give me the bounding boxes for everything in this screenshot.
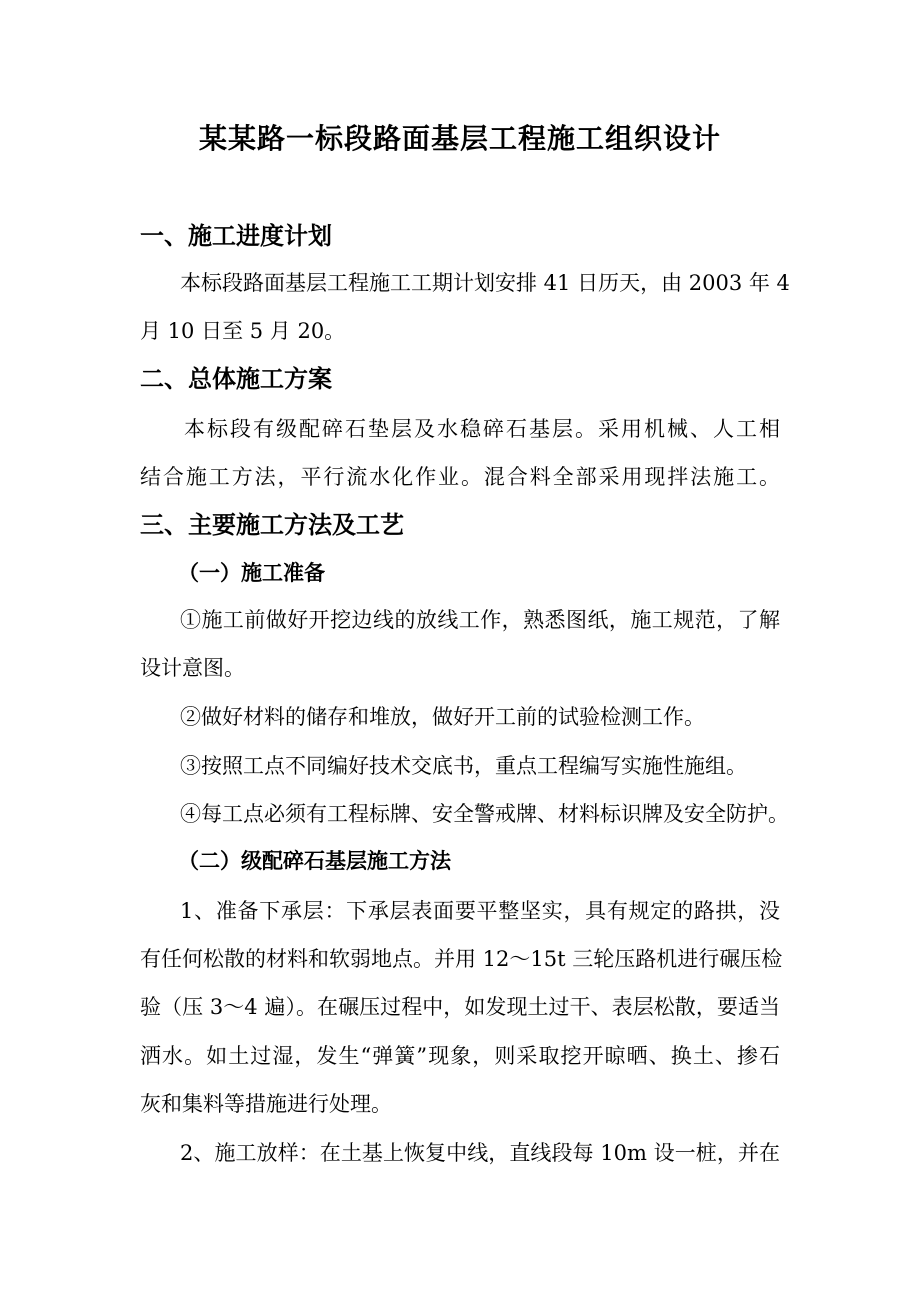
paragraph-line: ④每工点必须有工程标牌、安全警戒牌、材料标识牌及安全防护。	[180, 802, 789, 826]
section-heading-methods: 三、主要施工方法及工艺	[140, 510, 404, 539]
paragraph-line: 洒水。如土过湿，发生“弹簧”现象，则采取挖开晾晒、换土、掺石	[140, 1044, 780, 1068]
document-title: 某某路一标段路面基层工程施工组织设计	[198, 122, 721, 155]
paragraph-line: 灰和集料等措施进行处理。	[140, 1092, 392, 1116]
paragraph-line: 1、准备下承层：下承层表面要平整坚实，具有规定的路拱，没	[180, 899, 780, 923]
section-heading-overall-plan: 二、总体施工方案	[140, 364, 332, 393]
paragraph-line: ③按照工点不同编好技术交底书，重点工程编写实施性施组。	[180, 754, 747, 778]
paragraph-line: 本标段有级配碎石垫层及水稳碎石基层。采用机械、人工相	[184, 417, 780, 441]
section-heading-schedule: 一、施工进度计划	[140, 221, 332, 250]
paragraph-line: ②做好材料的储存和堆放，做好开工前的试验检测工作。	[180, 705, 705, 729]
paragraph-line: 设计意图。	[140, 656, 245, 680]
paragraph-line: 本标段路面基层工程施工工期计划安排 41 日历天，由 2003 年 4	[180, 271, 790, 295]
subsection-heading-gravel-base: （二）级配碎石基层施工方法	[178, 848, 451, 873]
paragraph-line: 月 10 日至 5 月 20。	[140, 319, 346, 343]
subsection-heading-preparation: （一）施工准备	[178, 560, 325, 585]
paragraph-line: 结合施工方法，平行流水化作业。混合料全部采用现拌法施工。	[140, 465, 780, 489]
paragraph-line: 有任何松散的材料和软弱地点。并用 12～15t 三轮压路机进行碾压检	[140, 947, 783, 971]
paragraph-line: 验（压 3～4 遍）。在碾压过程中，如发现土过干、表层松散，要适当	[140, 995, 780, 1019]
paragraph-line: 2、施工放样：在土基上恢复中线，直线段每 10m 设一桩，并在	[180, 1141, 780, 1165]
paragraph-line: ①施工前做好开挖边线的放线工作，熟悉图纸，施工规范，了解	[180, 608, 780, 632]
